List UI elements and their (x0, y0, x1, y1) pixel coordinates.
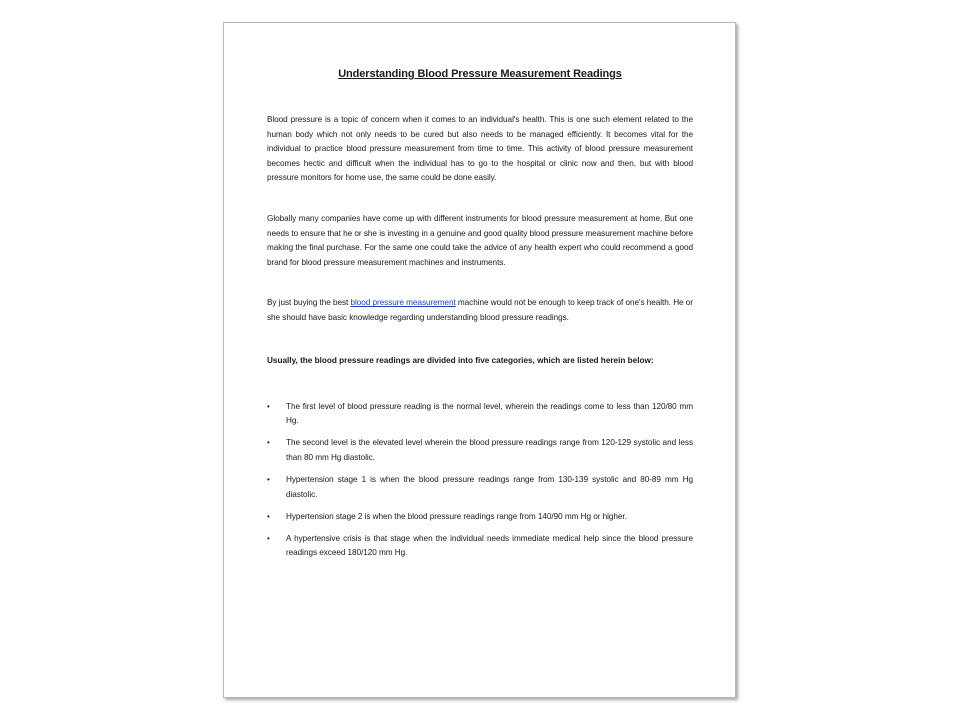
document-title: Understanding Blood Pressure Measurement Readings (338, 68, 622, 80)
list-item (267, 473, 693, 502)
list-item-text: The first level of blood pressure reading is the normal level, wherein the readings come to less than 120/80 mm Hg. (286, 401, 693, 426)
categories-heading: Usually, the blood pressure readings are divided into five categories, which are listed herein below: (267, 355, 654, 365)
categories-list (267, 400, 693, 561)
list-item-text: Hypertension stage 1 is when the blood pressure readings range from 130-139 systolic and 80-89 mm Hg diastolic. (286, 474, 693, 499)
bullet-icon: • (267, 474, 270, 484)
list-item-text: Hypertension stage 2 is when the blood pressure readings range from 140/90 mm Hg or higher. (286, 511, 627, 521)
list-item-text: The second level is the elevated level wherein the blood pressure readings range from 120-129 systolic and less than 80 mm Hg diastolic. (286, 438, 693, 462)
bullet-icon: • (267, 533, 270, 543)
list-item (267, 436, 693, 465)
paragraph-knowledge-end: machine would not be enough to keep track of one's health. He or she should have basic knowledge regarding understanding blood pressure readings. (267, 298, 693, 322)
list-item (267, 400, 693, 429)
bullet-icon: • (267, 438, 270, 448)
blood-pressure-measurement-link[interactable]: blood pressure measurement (350, 298, 456, 308)
paragraph-intro: Blood pressure is a topic of concern when it comes to an individual's health. This is one such element related to the human body which not only needs to be cured but also needs to be managed efficiently. It becomes vital for the individual to practice blood pressure measurement from time to time. This activity of blood pressure measurement becomes hectic and difficult when the individual has to go to the hospital or clinic now and then, but with blood pressure monitors for home use, the same could be done easily. (267, 115, 693, 183)
document-page (223, 22, 736, 698)
paragraph-knowledge-start: By just buying the best (267, 298, 351, 308)
list-item (267, 532, 693, 561)
list-item (267, 510, 693, 525)
bullet-icon: • (267, 511, 270, 521)
paragraph-knowledge (267, 296, 693, 325)
document-content (267, 67, 693, 568)
list-item-text: A hypertensive crisis is that stage when the individual needs immediate medical help since the blood pressure readings exceed 180/120 mm Hg. (286, 533, 693, 558)
bullet-icon: • (267, 401, 270, 411)
paragraph-instruments: Globally many companies have come up with different instruments for blood pressure measurement at home. But one needs to ensure that he or she is investing in a genuine and good quality blood pressure measurement machine before making the final purchase. For the same one could take the advice of any health expert who could recommend a good brand for blood pressure measurement machines and instruments. (267, 213, 693, 267)
